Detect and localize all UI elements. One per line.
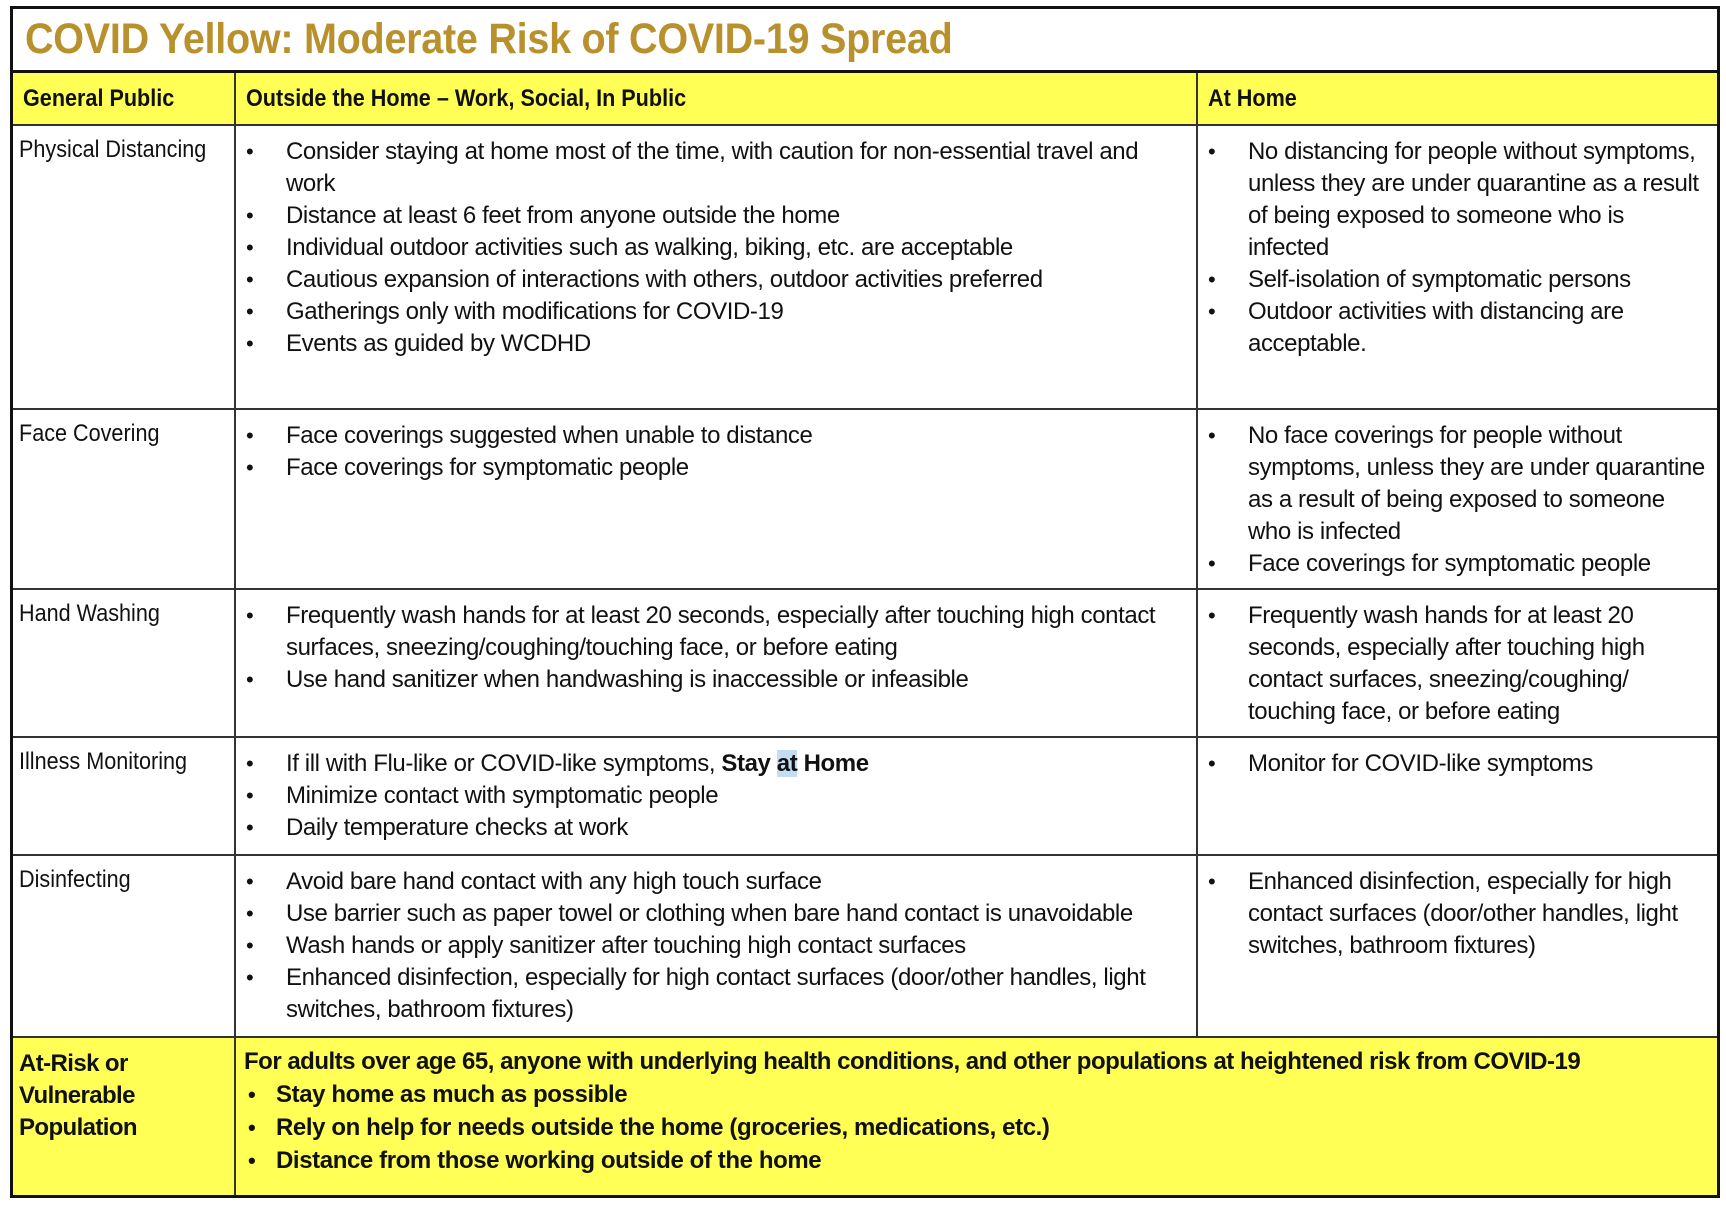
list-item: • Avoid bare hand contact with any high touch surface <box>236 866 1188 898</box>
list-item: • Events as guided by WCDHD <box>236 328 1188 360</box>
table-row <box>13 125 1717 409</box>
table-row <box>13 409 1717 589</box>
list-item: • Wash hands or apply sanitizer after touching high contact surfaces <box>236 930 1188 962</box>
list-item: • Outdoor activities with distancing are acceptable. <box>1198 296 1709 360</box>
list-item: • Gatherings only with modifications for COVID-19 <box>236 296 1188 328</box>
list-item: • Individual outdoor activities such as walking, biking, etc. are acceptable <box>236 232 1188 264</box>
covid-guidance-document <box>10 6 1720 1198</box>
home-cell <box>1197 409 1717 589</box>
outside-cell <box>235 409 1197 589</box>
guidance-table <box>13 73 1717 1195</box>
category-cell: Physical Distancing <box>13 125 235 409</box>
list-item: • Enhanced disinfection, especially for high contact surfaces (door/other handles, light switches, bathroom fixtures) <box>236 962 1188 1026</box>
header-row <box>13 73 1717 125</box>
at-risk-category-cell: At-Risk or Vulnerable Population <box>13 1037 235 1195</box>
outside-cell <box>235 737 1197 855</box>
header-at-home: At Home <box>1197 73 1717 125</box>
category-cell: Disinfecting <box>13 855 235 1037</box>
list-item: • Daily temperature checks at work <box>236 812 1188 844</box>
outside-cell <box>235 125 1197 409</box>
list-item: • Use hand sanitizer when handwashing is inaccessible or infeasible <box>236 664 1188 696</box>
list-item: • Self-isolation of symptomatic persons <box>1198 264 1709 296</box>
table-row <box>13 589 1717 737</box>
list-item: • Minimize contact with symptomatic people <box>236 780 1188 812</box>
header-general-public: General Public <box>13 73 235 125</box>
home-cell <box>1197 125 1717 409</box>
at-risk-row <box>13 1037 1717 1195</box>
list-item: • Use barrier such as paper towel or clothing when bare hand contact is unavoidable <box>236 898 1188 930</box>
list-item: • Monitor for COVID-like symptoms <box>1198 748 1709 780</box>
list-item: • Face coverings for symptomatic people <box>236 452 1188 484</box>
header-outside-home: Outside the Home – Work, Social, In Public <box>235 73 1197 125</box>
list-item: • Face coverings suggested when unable to distance <box>236 420 1188 452</box>
list-item: • Consider staying at home most of the time, with caution for non-essential travel and work <box>236 136 1188 200</box>
at-risk-guidance-cell <box>235 1037 1717 1195</box>
list-item: • No distancing for people without symptoms, unless they are under quarantine as a result of being exposed to someone who is infected <box>1198 136 1709 264</box>
list-item: • Distance from those working outside of the home <box>236 1144 1709 1177</box>
category-cell: Face Covering <box>13 409 235 589</box>
category-cell: Illness Monitoring <box>13 737 235 855</box>
item-text: If ill with Flu-like or COVID-like symptoms, <box>286 750 722 777</box>
list-item: • Rely on help for needs outside the home (groceries, medications, etc.) <box>236 1111 1709 1144</box>
list-item <box>236 748 1188 780</box>
category-cell: Hand Washing <box>13 589 235 737</box>
stay-at-home-emphasis: Stay at Home <box>721 750 869 777</box>
title-bar <box>13 9 1717 73</box>
document-title: COVID Yellow: Moderate Risk of COVID-19 Spread <box>25 15 953 63</box>
list-item: • Frequently wash hands for at least 20 seconds, especially after touching high contact surfaces, sneezing/coughing/ touching face, or before eating <box>1198 600 1709 728</box>
home-cell <box>1197 589 1717 737</box>
list-item: • No face coverings for people without symptoms, unless they are under quarantine as a result of being exposed to someone who is infected <box>1198 420 1709 548</box>
table-row <box>13 737 1717 855</box>
outside-cell <box>235 855 1197 1037</box>
list-item: • Cautious expansion of interactions with others, outdoor activities preferred <box>236 264 1188 296</box>
list-item: • Face coverings for symptomatic people <box>1198 548 1709 580</box>
list-item: • Frequently wash hands for at least 20 seconds, especially after touching high contact surfaces, sneezing/coughing/touching face, or before eating <box>236 600 1188 664</box>
at-risk-intro: For adults over age 65, anyone with underlying health conditions, and other populations at heightened risk from COVID-19 <box>244 1048 1581 1075</box>
table-row <box>13 855 1717 1037</box>
home-cell <box>1197 855 1717 1037</box>
selected-text: at <box>776 750 798 777</box>
home-cell <box>1197 737 1717 855</box>
list-item: • Stay home as much as possible <box>236 1078 1709 1111</box>
list-item: • Enhanced disinfection, especially for high contact surfaces (door/other handles, light switches, bathroom fixtures) <box>1198 866 1709 962</box>
outside-cell <box>235 589 1197 737</box>
list-item: • Distance at least 6 feet from anyone outside the home <box>236 200 1188 232</box>
